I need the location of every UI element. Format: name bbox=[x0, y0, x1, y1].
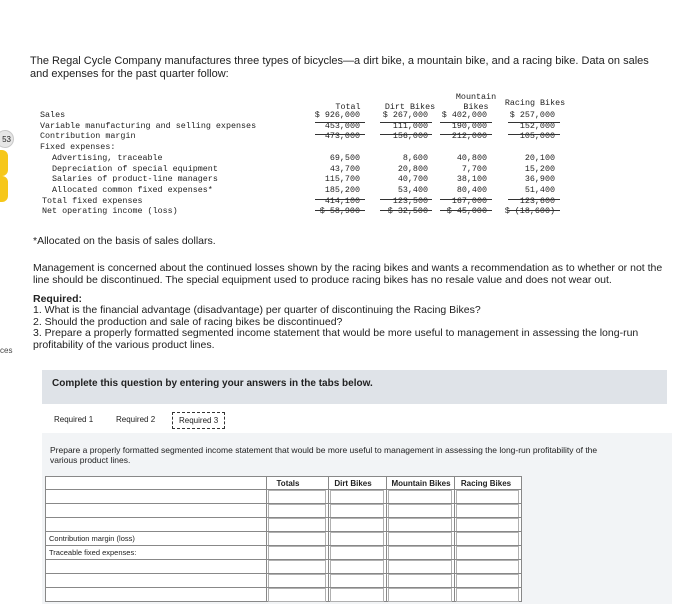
answer-cell-input[interactable] bbox=[456, 588, 519, 602]
answer-cell-input[interactable] bbox=[388, 588, 452, 602]
answer-col-totals: Totals bbox=[276, 479, 300, 488]
statement-value: $ 926,000 bbox=[314, 110, 360, 120]
answer-cell-input[interactable] bbox=[268, 490, 326, 504]
statement-value: 212,000 bbox=[451, 131, 487, 142]
statement-value: 185,200 bbox=[324, 184, 360, 195]
statement-value: 111,000 bbox=[392, 120, 428, 131]
answer-cell-input[interactable] bbox=[268, 574, 326, 588]
statement-value: 123,500 bbox=[392, 195, 428, 206]
answer-col-mountain: Mountain Bikes bbox=[391, 479, 451, 488]
statement-value: 414,100 bbox=[324, 195, 360, 206]
statement-value: 8,600 bbox=[402, 152, 428, 163]
answer-cell-input[interactable] bbox=[456, 504, 519, 518]
answer-row bbox=[46, 573, 521, 588]
underline bbox=[508, 210, 560, 211]
statement-row-label: Advertising, traceable bbox=[52, 152, 163, 163]
statement-value: 20,100 bbox=[524, 152, 555, 163]
statement-value: 123,600 bbox=[519, 195, 555, 206]
underline bbox=[440, 122, 492, 123]
answer-cell-input[interactable] bbox=[388, 518, 452, 532]
requirement-tabs bbox=[42, 405, 672, 434]
statement-value: 43,700 bbox=[329, 163, 360, 174]
required-list bbox=[33, 305, 663, 351]
answer-cell-input[interactable] bbox=[330, 504, 384, 518]
statement-value: 115,700 bbox=[324, 174, 360, 185]
answer-col-dirt: Dirt Bikes bbox=[334, 479, 372, 488]
underline bbox=[380, 122, 432, 123]
statement-value: $ (18,600) bbox=[504, 206, 555, 217]
answer-row bbox=[46, 489, 521, 504]
answer-cell-input[interactable] bbox=[330, 532, 384, 546]
statement-value: 51,400 bbox=[524, 184, 555, 195]
underline bbox=[315, 134, 365, 135]
statement-value: 36,900 bbox=[524, 174, 555, 185]
income-statement bbox=[30, 90, 575, 225]
answer-cell-input[interactable] bbox=[456, 518, 519, 532]
underline bbox=[315, 122, 365, 123]
statement-row-label: Total fixed expenses bbox=[42, 195, 143, 206]
edge-nav-text[interactable]: ces bbox=[0, 346, 13, 355]
required-item-1: 1. What is the financial advantage (disadvantage) per quarter of discontinuing the Racing Bikes? bbox=[33, 304, 481, 316]
underline bbox=[315, 210, 365, 211]
answer-row bbox=[46, 559, 521, 574]
col-header-total: Total bbox=[335, 102, 361, 112]
statement-value: $ 45,000 bbox=[446, 206, 487, 217]
statement-value: 453,000 bbox=[324, 120, 360, 131]
required-heading: Required: bbox=[33, 293, 83, 305]
answer-cell-input[interactable] bbox=[388, 490, 452, 504]
statement-value: 20,800 bbox=[397, 163, 428, 174]
statement-row-label: Sales bbox=[40, 110, 66, 120]
underline bbox=[508, 134, 560, 135]
statement-value: 53,400 bbox=[397, 184, 428, 195]
statement-row-label: Fixed expenses: bbox=[40, 142, 116, 153]
edge-marker bbox=[0, 150, 8, 176]
answer-cell-input[interactable] bbox=[330, 518, 384, 532]
statement-row-label: Net operating income (loss) bbox=[42, 206, 178, 217]
footnote: *Allocated on the basis of sales dollars. bbox=[33, 235, 216, 247]
answer-row bbox=[46, 587, 521, 602]
underline bbox=[508, 199, 560, 200]
management-paragraph: Management is concerned about the continued losses shown by the racing bikes and wants a recommendation as to whether or not the line should be discontinued. The special equipment used to produce racing bikes has no resale value and does not wear out. bbox=[33, 262, 663, 286]
statement-value: 156,000 bbox=[392, 131, 428, 142]
statement-row-label: Allocated common fixed expenses* bbox=[52, 184, 213, 195]
statement-value: 473,000 bbox=[324, 131, 360, 142]
answer-cell-input[interactable] bbox=[388, 560, 452, 574]
statement-value: $ 267,000 bbox=[382, 110, 428, 120]
answer-cell-input[interactable] bbox=[456, 490, 519, 504]
statement-value: 152,000 bbox=[519, 120, 555, 131]
answer-row-label[interactable]: Contribution margin (loss) bbox=[49, 534, 135, 543]
edge-marker-2 bbox=[0, 176, 8, 202]
required-item-2: 2. Should the production and sale of racing bikes be discontinued? bbox=[33, 315, 343, 328]
statement-value: 69,500 bbox=[329, 152, 360, 163]
statement-row-label: Depreciation of special equipment bbox=[52, 163, 218, 174]
underline bbox=[508, 122, 560, 123]
underline bbox=[380, 210, 432, 211]
statement-value: $ 58,900 bbox=[319, 206, 360, 217]
tab-required-3[interactable]: Required 3 bbox=[172, 412, 225, 429]
statement-value: 167,000 bbox=[451, 195, 487, 206]
statement-value: 38,100 bbox=[456, 174, 487, 185]
underline bbox=[440, 210, 492, 211]
answer-cell-input[interactable] bbox=[388, 546, 452, 560]
answer-col-racing: Racing Bikes bbox=[460, 479, 512, 488]
col-header-mountain: Mountain Bikes bbox=[455, 92, 497, 112]
answer-cell-input[interactable] bbox=[268, 504, 326, 518]
col-header-dirt: Dirt Bikes bbox=[384, 102, 436, 112]
answer-cell-input[interactable] bbox=[330, 588, 384, 602]
underline bbox=[380, 134, 432, 135]
statement-row-label: Variable manufacturing and selling expenses bbox=[40, 120, 257, 131]
statement-value: 80,400 bbox=[456, 184, 487, 195]
answer-row bbox=[46, 503, 521, 518]
answer-row bbox=[46, 545, 521, 560]
answer-cell-input[interactable] bbox=[330, 490, 384, 504]
statement-value: $ 402,000 bbox=[441, 110, 487, 120]
answer-row-label[interactable]: Traceable fixed expenses: bbox=[49, 548, 137, 557]
answer-cell-input[interactable] bbox=[330, 560, 384, 574]
answer-cell-input[interactable] bbox=[268, 532, 326, 546]
underline bbox=[440, 199, 492, 200]
statement-value: 7,700 bbox=[461, 163, 487, 174]
answer-cell-input[interactable] bbox=[268, 560, 326, 574]
answer-cell-input[interactable] bbox=[456, 532, 519, 546]
answer-cell-input[interactable] bbox=[388, 504, 452, 518]
answer-cell-input[interactable] bbox=[268, 588, 326, 602]
problem-intro: The Regal Cycle Company manufactures three types of bicycles—a dirt bike, a mountain bike, and a racing bike. Data on sales and expenses for the past quarter follow: bbox=[30, 55, 649, 80]
answer-cell-input[interactable] bbox=[388, 532, 452, 546]
tab-required-1[interactable]: Required 1 bbox=[54, 415, 94, 424]
answer-cell-input[interactable] bbox=[456, 546, 519, 560]
underline bbox=[440, 134, 492, 135]
underline bbox=[380, 199, 432, 200]
statement-value: 105,000 bbox=[519, 131, 555, 142]
answer-cell-input[interactable] bbox=[456, 560, 519, 574]
answer-table bbox=[45, 476, 522, 602]
answer-cell-input[interactable] bbox=[456, 574, 519, 588]
statement-value: 40,700 bbox=[397, 174, 428, 185]
statement-value: 15,200 bbox=[524, 163, 555, 174]
banner-text: Complete this question by entering your answers in the tabs below. bbox=[52, 378, 373, 389]
instruction-banner bbox=[42, 370, 667, 404]
answer-cell-input[interactable] bbox=[330, 574, 384, 588]
panel-instruction: Prepare a properly formatted segmented income statement that would be more useful to management in assessing the long-run profitability of the various product lines. bbox=[50, 445, 598, 465]
underline bbox=[315, 199, 365, 200]
answer-cell-input[interactable] bbox=[388, 574, 452, 588]
tab-required-2[interactable]: Required 2 bbox=[116, 415, 156, 424]
statement-value: 190,000 bbox=[451, 120, 487, 131]
statement-row-label: Salaries of product-line managers bbox=[52, 174, 218, 185]
answer-cell-input[interactable] bbox=[268, 518, 326, 532]
statement-value: 40,800 bbox=[456, 152, 487, 163]
answer-row bbox=[46, 517, 521, 532]
statement-value: $ 32,500 bbox=[387, 206, 428, 217]
col-header-racing: Racing Bikes bbox=[504, 98, 566, 108]
answer-cell-input[interactable] bbox=[268, 546, 326, 560]
statement-row-label: Contribution margin bbox=[40, 131, 136, 142]
question-number-badge[interactable]: 53 bbox=[0, 130, 14, 148]
statement-value: $ 257,000 bbox=[509, 110, 555, 120]
answer-row bbox=[46, 531, 521, 546]
required-item-3: 3. Prepare a properly formatted segmented income statement that would be more useful to management in assessing the long-run profitability of the various product lines. bbox=[33, 327, 639, 351]
answer-cell-input[interactable] bbox=[330, 546, 384, 560]
